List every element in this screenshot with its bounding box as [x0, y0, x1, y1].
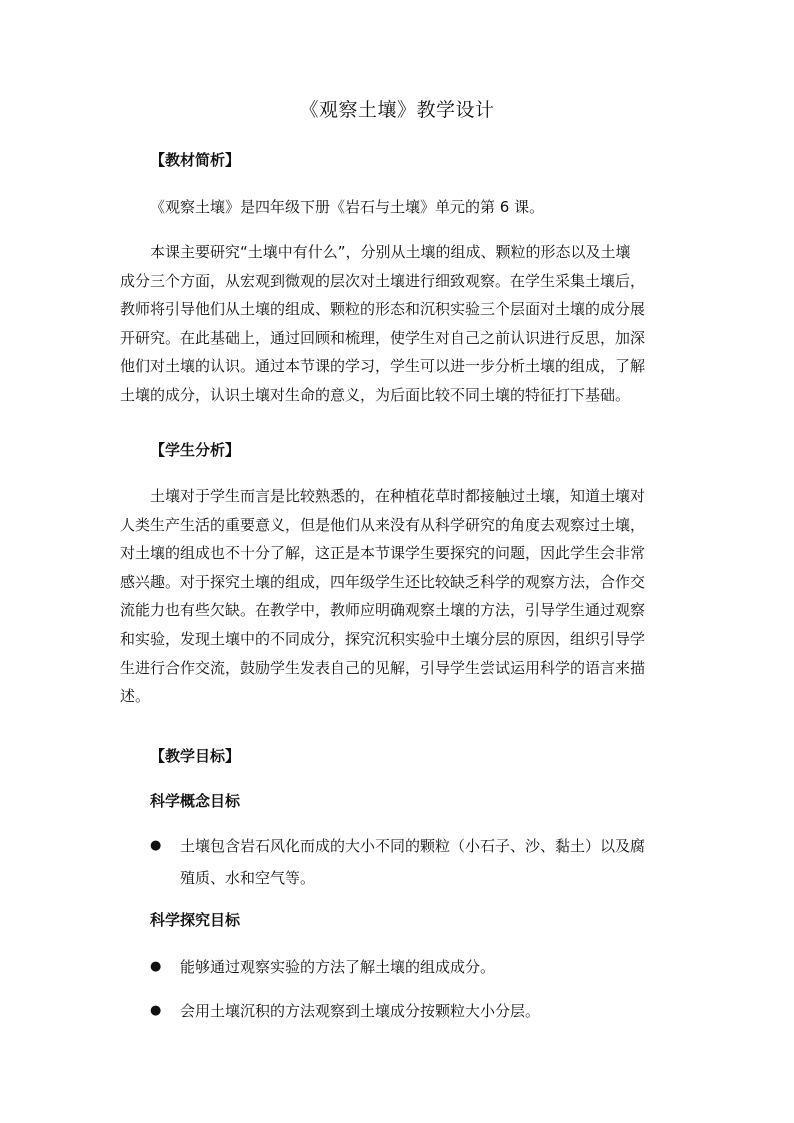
student-analysis-paragraph — [120, 482, 676, 711]
bullet-icon: ● — [150, 1003, 162, 1018]
teaching-goals-heading: 【教学目标】 — [150, 747, 241, 765]
concept-goal-bullet — [150, 830, 690, 894]
textbook-paragraph-2 — [120, 238, 676, 410]
student-analysis-heading: 【学生分析】 — [150, 441, 241, 459]
paragraph-line: 成分三个方面，从宏观到微观的层次对土壤进行细致观察。在学生采集土壤后， — [120, 271, 646, 290]
textbook-paragraph-1 — [150, 193, 706, 222]
paragraph-line: 对土壤的组成也不十分了解，这正是本节课学生要探究的问题，因此学生会非常 — [120, 544, 646, 563]
paragraph-line: 本课主要研究“土壤中有什么”，分别从土壤的组成、颗粒的形态以及土壤 — [150, 243, 631, 261]
paragraph-line: 述。 — [120, 687, 151, 706]
concept-goal-title: 科学概念目标 — [150, 792, 241, 810]
paragraph-line: 人类生产生活的重要意义，但是他们从来没有从科学研究的角度去观察过土壤， — [120, 515, 646, 534]
paragraph-line: 感兴趣。对于探究土壤的组成，四年级学生还比较缺乏科学的观察方法，合作交 — [120, 572, 646, 591]
bullet-text-line: 土壤包含岩石风化而成的大小不同的颗粒（小石子、沙、黏土）以及腐 — [180, 837, 646, 855]
paragraph-line: 土壤的成分，认识土壤对生命的意义，为后面比较不同土壤的特征打下基础。 — [120, 385, 631, 404]
inquiry-goal-title: 科学探究目标 — [150, 911, 241, 929]
paragraph-line: 他们对土壤的认识。通过本节课的学习，学生可以进一步分析土壤的组成，了解 — [120, 357, 646, 376]
inquiry-goal-bullet-2 — [150, 995, 690, 1027]
document-title: 《观察土壤》教学设计 — [299, 99, 495, 121]
paragraph-line: 开研究。在此基础上，通过回顾和梳理，使学生对自己之前认识进行反思，加深 — [120, 328, 646, 347]
bullet-text-line: 殖质、水和空气等。 — [180, 869, 316, 887]
inquiry-goal-bullet-1 — [150, 951, 690, 983]
bullet-text-line: 能够通过观察实验的方法了解土壤的组成成分。 — [180, 958, 496, 976]
paragraph-line: 和实验，发现土壤中的不同成分，探究沉积实验中土壤分层的原因，组织引导学 — [120, 629, 646, 648]
textbook-analysis-heading: 【教材简析】 — [150, 151, 241, 169]
paragraph-line: 《观察土壤》是四年级下册《岩石与土壤》单元的第 6 课。 — [150, 198, 545, 216]
bullet-icon: ● — [150, 838, 162, 853]
paragraph-line: 土壤对于学生而言是比较熟悉的，在种植花草时都接触过土壤，知道土壤对 — [150, 487, 646, 505]
paragraph-line: 教师将引导他们从土壤的组成、颗粒的形态和沉积实验三个层面对土壤的成分展 — [120, 300, 646, 319]
paragraph-line: 流能力也有些欠缺。在教学中，教师应明确观察土壤的方法，引导学生通过观察 — [120, 601, 646, 620]
paragraph-line: 生进行合作交流，鼓励学生发表自己的见解，引导学生尝试运用科学的语言来描 — [120, 658, 646, 677]
bullet-icon: ● — [150, 959, 162, 974]
bullet-text-line: 会用土壤沉积的方法观察到土壤成分按颗粒大小分层。 — [180, 1002, 541, 1020]
